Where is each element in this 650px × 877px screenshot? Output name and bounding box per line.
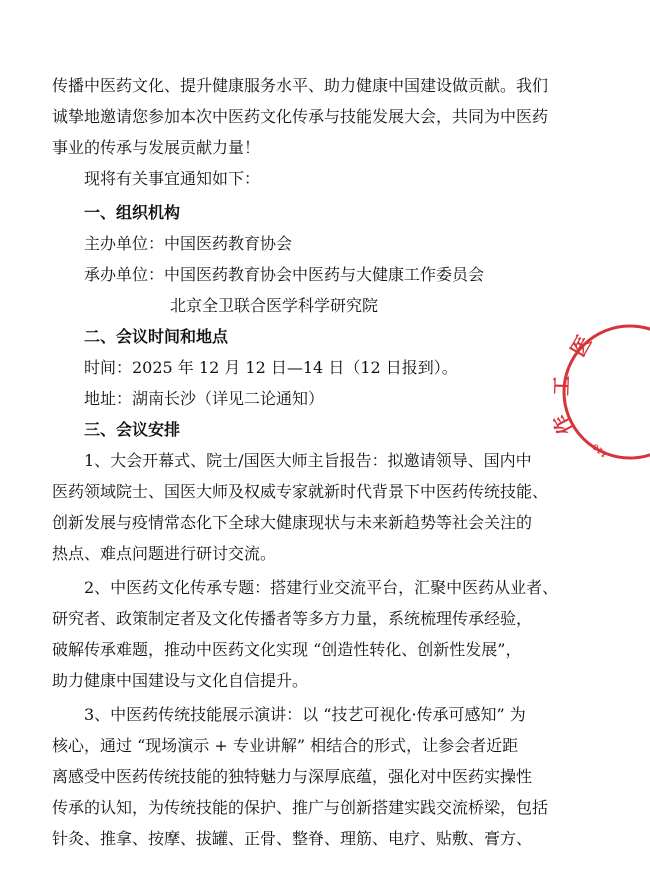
text-line: 破解传承难题，推动中医药文化实现 “创造性转化、创新性发展”， [52,640,522,659]
text-line: 传播中医药文化、提升健康服务水平、助力健康中国建设做贡献。我们 [52,76,549,95]
text-line: 传承的认知，为传统技能的保护、推广与创新搭建实践交流桥梁，包括 [52,798,549,817]
text-line: 针灸、推拿、按摩、拔罐、正骨、整脊、理筋、电疗、贴敷、膏方、 [52,829,533,848]
text-line: 热点、难点问题进行研讨交流。 [52,544,277,563]
text-line: 北京全卫联合医学科学研究院 [170,296,379,315]
text-line: 事业的传承与发展贡献力量！ [52,138,261,157]
text-line: 创新发展与疫情常态化下全球大健康现状与未来新趋势等社会关注的 [52,513,533,532]
text-line: 现将有关事宜通知如下： [84,169,261,188]
text-line: 诚挚地邀请您参加本次中医药文化传承与技能发展大会，共同为中医药 [52,107,549,126]
document-body [52,70,580,854]
text-line: 离感受中医药传统技能的独特魅力与深厚底蕴，强化对中医药实操性 [52,767,533,786]
stamp-char: 医 [565,331,597,361]
section-heading: 一、组织机构 [84,203,181,222]
text-line: 核心，通过 “现场演示 + 专业讲解” 相结合的形式，让参会者近距 [52,736,519,755]
text-line: 1、大会开幕式、院士/国医大师主旨报告：拟邀请领导、国内中 [84,451,532,470]
text-line: 2、中医药文化传承专题：搭建行业交流平台，汇聚中医药从业者、 [84,578,559,597]
text-line: 研究者、政策制定者及文化传播者等多方力量，系统梳理传承经验， [52,609,533,628]
text-line: 3、中医药传统技能展示演讲：以 “技艺可视化·传承可感知” 为 [84,705,526,724]
section-heading: 二、会议时间和地点 [84,327,229,346]
text-line: 承办单位：中国医药教育协会中医药与大健康工作委员会 [84,265,485,284]
stamp-char: 工 [549,375,574,397]
text-line: 主办单位：中国医药教育协会 [84,234,293,253]
stamp-digits: 110 [590,441,610,461]
text-line: 医药领域院士、国医大师及权威专家就新时代背景下中医药传统技能、 [52,482,549,501]
red-seal-stamp [547,318,650,466]
section-heading: 三、会议安排 [84,420,181,439]
text-line: 地址：湖南长沙（详见二论通知） [84,389,325,408]
text-line: 助力健康中国建设与文化自信提升。 [52,671,309,690]
text-line: 时间：2025 年 12 月 12 日—14 日（12 日报到）。 [84,358,458,377]
stamp-char: 作 [547,409,579,439]
